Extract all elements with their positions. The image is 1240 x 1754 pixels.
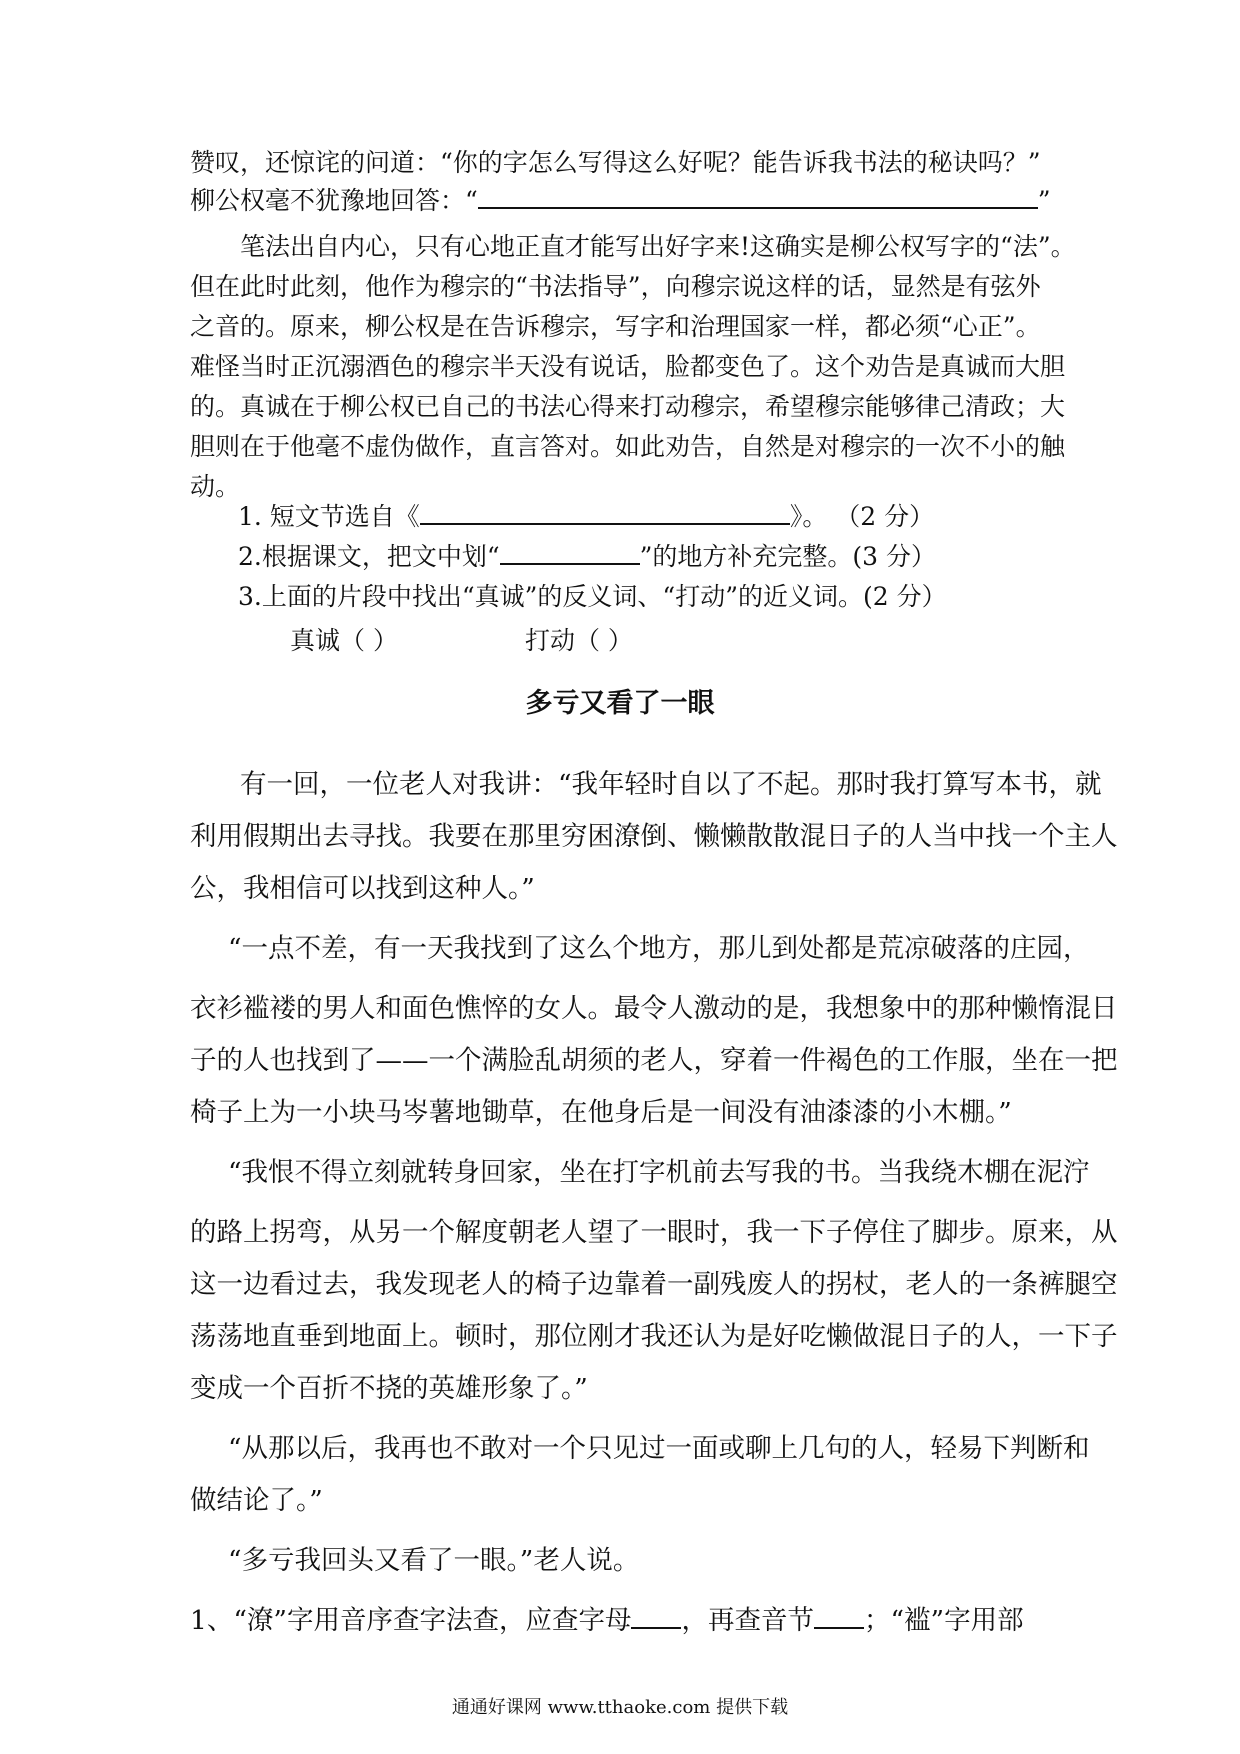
question2-1: 1、“潦”字用音序查字法查，应查字母 ，再查音节 ；“褴”字用部 [190,1605,1024,1636]
question1-3-answers: 真诚（ ） 打动（ ） [290,626,633,655]
passage2-line: 公，我相信可以找到这种人。” [190,873,535,904]
answer-blank[interactable] [420,501,790,525]
passage2-line: 有一回，一位老人对我讲：“我年轻时自以了不起。那时我打算写本书，就 [240,769,1102,800]
answer-blank[interactable] [814,1605,864,1629]
passage2-line: 做结论了。” [190,1485,323,1516]
passage2-line: 荡荡地直垂到地面上。顿时，那位刚才我还认为是好吃懒做混日子的人，一下子 [190,1321,1118,1352]
passage1-line8: 胆则在于他毫不虚伪做作，直言答对。如此劝告，自然是对穆宗的一次不小的触 [190,432,1066,461]
passage1-line3: 笔法出自内心，只有心地正直才能写出好字来!这确实是柳公权写字的“法”。 [240,232,1076,261]
section-title: 多亏又看了一眼 [525,688,715,719]
footer-credit: 通通好课网 www.tthaoke.com 提供下载 [451,1697,789,1718]
passage1-line1: 赞叹，还惊诧的问道：“你的字怎么写得这么好呢？能告诉我书法的秘诀吗？” [190,148,1041,177]
passage2-line: “一点不差，有一天我找到了这么个地方，那儿到处都是荒凉破落的庄园， [228,933,1090,964]
answer-blank[interactable] [500,541,640,565]
passage1-line2: 柳公权毫不犹豫地回答：“ ” [190,186,1051,215]
passage2-line: 的路上拐弯，从另一个解度朝老人望了一眼时，我一下子停住了脚步。原来，从 [190,1217,1118,1248]
question1-1: 1. 短文节选自《 》。 （2 分） [238,502,935,531]
question1-2: 2.根据课文，把文中划“ ”的地方补充完整。(3 分） [238,542,937,571]
passage2-line: 衣衫褴褛的男人和面色憔悴的女人。最令人激动的是，我想象中的那种懒惰混日 [190,993,1118,1024]
passage2-line: “我恨不得立刻就转身回家，坐在打字机前去写我的书。当我绕木棚在泥泞 [228,1157,1090,1188]
passage1-line4: 但在此时此刻，他作为穆宗的“书法指导”，向穆宗说这样的话，显然是有弦外 [190,272,1041,301]
answer-blank[interactable] [478,185,1038,209]
passage2-line: 利用假期出去寻找。我要在那里穷困潦倒、懒懒散散混日子的人当中找一个主人 [190,821,1118,852]
answer-blank[interactable] [631,1605,681,1629]
passage2-line: 变成一个百折不挠的英雄形象了。” [190,1373,588,1404]
passage1-line9: 动。 [190,472,241,501]
passage2-line: 子的人也找到了——一个满脸乱胡须的老人，穿着一件褐色的工作服，坐在一把 [190,1045,1118,1076]
passage1-line7: 的。真诚在于柳公权已自己的书法心得来打动穆宗，希望穆宗能够律己清政；大 [190,392,1066,421]
passage2-line: 这一边看过去，我发现老人的椅子边靠着一副残废人的拐杖，老人的一条裤腿空 [190,1269,1118,1300]
passage2-line: “多亏我回头又看了一眼。”老人说。 [228,1545,640,1576]
passage2-line: “从那以后，我再也不敢对一个只见过一面或聊上几句的人，轻易下判断和 [228,1433,1090,1464]
passage2-line: 椅子上为一小块马岑薯地锄草，在他身后是一间没有油漆漆的小木棚。” [190,1097,1012,1128]
passage1-line6: 难怪当时正沉溺酒色的穆宗半天没有说话，脸都变色了。这个劝告是真诚而大胆 [190,352,1066,381]
question1-3: 3.上面的片段中找出“真诚”的反义词、“打动”的近义词。(2 分） [238,582,947,611]
passage1-line5: 之音的。原来，柳公权是在告诉穆宗，写字和治理国家一样，都必须“心正”。 [190,312,1041,341]
